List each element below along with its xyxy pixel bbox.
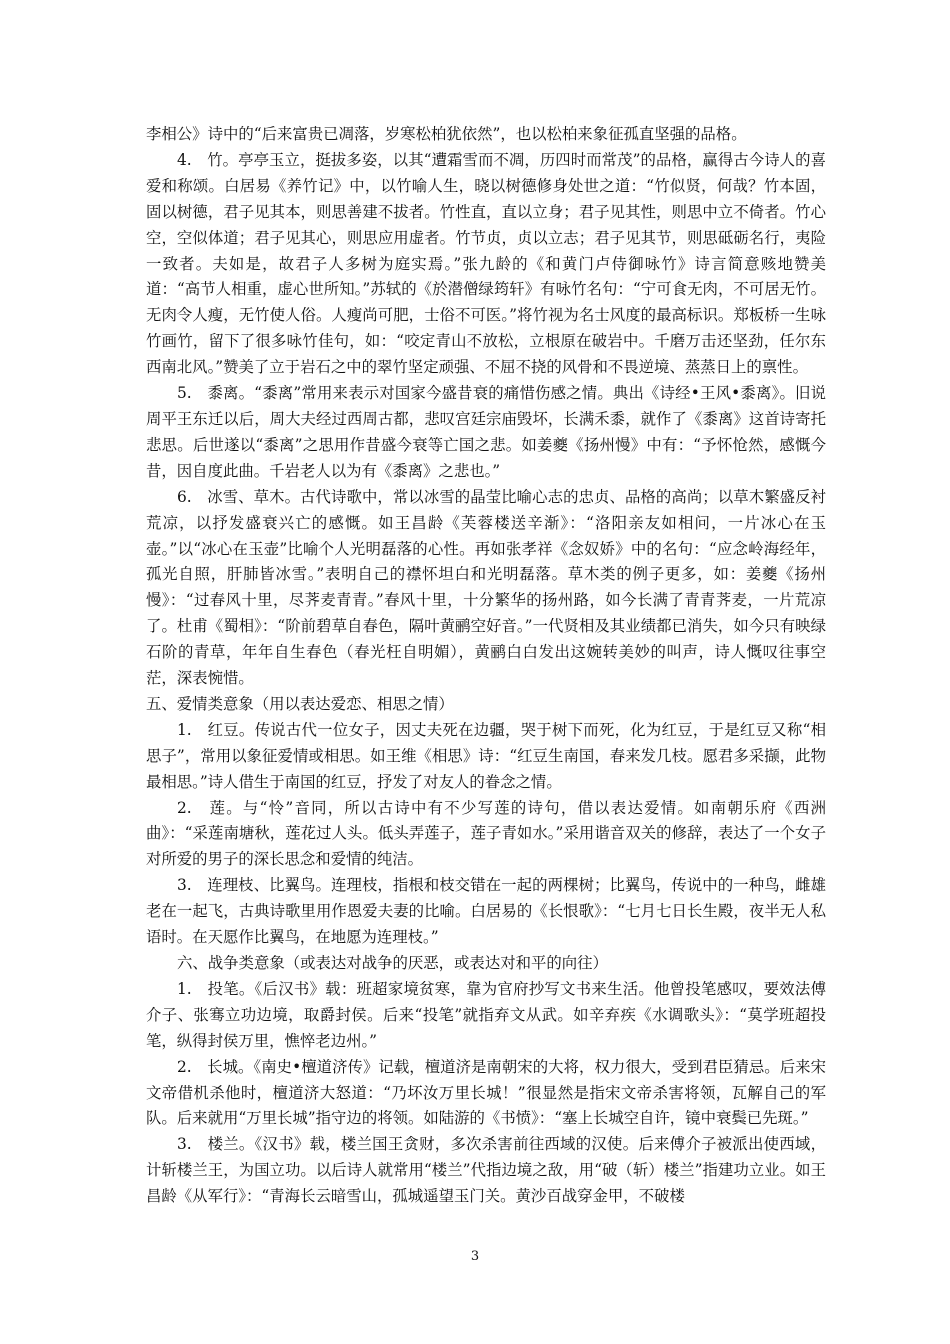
paragraph-bamboo: 4. 竹。亭亭玉立，挺拔多姿，以其“遭霜雪而不凋，历四时而常茂”的品格，赢得古今诗人的喜爱和称颂。白居易《养竹记》中，以竹喻人生，晓以树德修身处世之道：“竹似贤，何哉？竹本固，固以树德，君子见其本，则思善建不拔者。竹性直，直以立身；君子见其性，则思中立不倚者。竹心空，空似体道；君子见其心，则思应用虚者。竹节贞，贞以立志；君子见其节，则思砥砺名行，夷险一致者。夫如是，故君子人多树为庭实焉。”张九龄的《和黄门卢侍御咏竹》诗言简意赅地赞美道：“高节人相重，虚心世所知。”苏轼的《於潜僧绿筠轩》有咏竹名句：“宁可食无肉，不可居无竹。无肉令人瘦，无竹使人俗。人瘦尚可肥，士俗不可医。”将竹视为名士风度的最高标识。郑板桥一生咏竹画竹，留下了很多咏竹佳句，如：“咬定青山不放松，立根原在破岩中。千磨万击还坚劲，任尔东西南北风。”赞美了立于岩石之中的翠竹坚定顽强、不屈不挠的风骨和不畏逆境、蒸蒸日上的禀性。 — [146, 150, 826, 377]
paragraph-lotus: 2. 莲。与“怜”音同，所以古诗中有不少写莲的诗句，借以表达爱情。如南朝乐府《西洲曲》：“采莲南塘秋，莲花过人头。低头弄莲子，莲子青如水。”采用谐音双关的修辞，表达了一个女子对所爱的男子的深长思念和爱情的纯洁。 — [146, 798, 826, 869]
paragraph-lianlizhi-biyiniao: 3. 连理枝、比翼鸟。连理枝，指根和枝交错在一起的两棵树；比翼鸟，传说中的一种鸟，雌雄老在一起飞，古典诗歌里用作恩爱夫妻的比喻。白居易的《长恨歌》：“七月七日长生殿，夜半无人私语时。在天愿作比翼鸟，在地愿为连理枝。” — [146, 876, 826, 947]
section-heading-war: 六、战争类意象（或表达对战争的厌恶，或表达对和平的向往） — [177, 954, 608, 972]
paragraph-toubi: 1. 投笔。《后汉书》载：班超家境贫寒，靠为官府抄写文书来生活。他曾投笔感叹，要效法傅介子、张骞立功边境，取爵封侯。后来“投笔”就指弃文从武。如辛弃疾《水调歌头》：“莫学班超投笔，纵得封侯万里，憔悴老边州。” — [146, 979, 826, 1050]
document-body — [146, 122, 826, 1210]
page-number: 3 — [470, 1249, 480, 1264]
paragraph-ice-snow-plants: 6. 冰雪、草木。古代诗歌中，常以冰雪的晶莹比喻心志的忠贞、品格的高尚；以草木繁盛反衬荒凉，以抒发盛衰兴亡的感慨。如王昌龄《芙蓉楼送辛渐》：“洛阳亲友如相问，一片冰心在玉壶。”以“冰心在玉壶”比喻个人光明磊落的心性。再如张孝祥《念奴娇》中的名句：“应念岭海经年，孤光自照，肝肺皆冰雪。”表明自己的襟怀坦白和光明磊落。草木类的例子更多，如：姜夔《扬州慢》：“过春风十里，尽荠麦青青。”春风十里，十分繁华的扬州路，如今长满了青青荠麦，一片荒凉了。杜甫《蜀相》：“阶前碧草自春色，隔叶黄鹂空好音。”一代贤相及其业绩都已消失，如今只有映绿石阶的青草，年年自生春色（春光枉自明媚），黄鹂白白发出这婉转美妙的叫声，诗人慨叹往事空茫，深表惋惜。 — [146, 487, 826, 688]
paragraph-red-bean: 1. 红豆。传说古代一位女子，因丈夫死在边疆，哭于树下而死，化为红豆，于是红豆又称“相思子”，常用以象征爱情或相思。如王维《相思》诗：“红豆生南国，春来发几枝。愿君多采撷，此物最相思。”诗人借生于南国的红豆，抒发了对友人的眷念之情。 — [146, 720, 826, 791]
section-heading-love: 五、爱情类意象（用以表达爱恋、相思之情） — [146, 694, 454, 713]
paragraph-shuli: 5. 黍离。“黍离”常用来表示对国家今盛昔衰的痛惜伤感之情。典出《诗经•王风•黍离》。旧说周平王东迁以后，周大夫经过西周古都，悲叹宫廷宗庙毁坏，长满禾黍，就作了《黍离》这首诗寄托悲思。后世遂以“黍离”之思用作昔盛今衰等亡国之悲。如姜夔《扬州慢》中有：“予怀怆然，感慨今昔，因自度此曲。千岩老人以为有《黍离》之悲也。” — [146, 384, 826, 480]
paragraph-loulan: 3. 楼兰。《汉书》载，楼兰国王贪财，多次杀害前往西域的汉使。后来傅介子被派出使西域，计斩楼兰王，为国立功。以后诗人就常用“楼兰”代指边境之敌，用“破（斩）楼兰”指建功立业。如王昌龄《从军行》：“青海长云暗雪山，孤城遥望玉门关。黄沙百战穿金甲，不破楼 — [146, 1135, 826, 1206]
paragraph-great-wall: 2. 长城。《南史•檀道济传》记载，檀道济是南朝宋的大将，权力很大，受到君臣猜忌。后来宋文帝借机杀他时，檀道济大怒道：“乃坏汝万里长城！”很显然是指宋文帝杀害将领，瓦解自己的军队。后来就用“万里长城”指守边的将领。如陆游的《书愤》：“塞上长城空自许，镜中衰鬓已先斑。” — [146, 1057, 826, 1128]
paragraph-continuation: 李相公》诗中的“后来富贵已凋落，岁寒松柏犹依然”，也以松柏来象征孤直坚强的品格。 — [146, 125, 747, 143]
